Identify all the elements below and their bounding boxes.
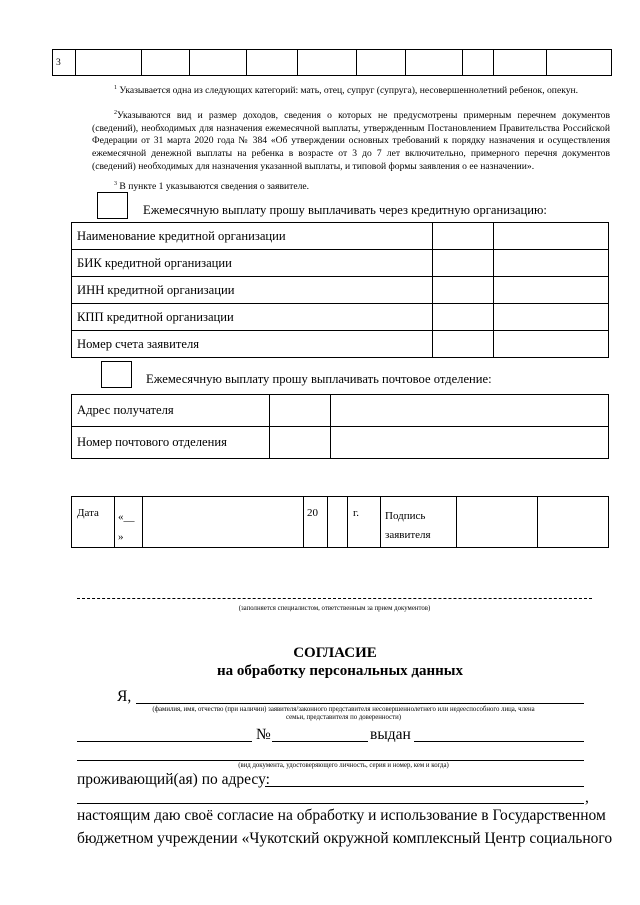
table-cell[interactable]: [433, 304, 494, 331]
post-row-label: Номер почтового отделения: [72, 427, 270, 459]
table-cell[interactable]: [494, 277, 609, 304]
table-cell[interactable]: [270, 395, 331, 427]
post-table: [71, 394, 609, 459]
ya-label: Я,: [117, 688, 132, 705]
doc-details-field[interactable]: [77, 760, 584, 761]
doc-number-field[interactable]: [272, 741, 368, 742]
year-field[interactable]: [328, 497, 348, 548]
table-cell[interactable]: [190, 50, 247, 76]
credit-row-label: Номер счета заявителя: [72, 331, 433, 358]
table-cell[interactable]: [298, 50, 357, 76]
doc-hint: (вид документа, удостоверяющего личность, серия и номер, кем и когда): [238, 762, 449, 769]
address-field[interactable]: [265, 786, 584, 787]
footnote-mark: 2: [114, 110, 117, 116]
table-cell[interactable]: [494, 250, 609, 277]
number-label: №: [256, 726, 271, 743]
consent-text-2: бюджетном учреждении «Чукотский окружной комплексный Центр социального: [77, 830, 613, 847]
consent-text-1: настоящим даю своё согласие на обработку и использование в Государственном: [77, 807, 606, 824]
table-cell[interactable]: [433, 277, 494, 304]
post-row-label: Адрес получателя: [72, 395, 270, 427]
address-field-2[interactable]: [77, 803, 584, 804]
footnote-mark: 3: [114, 181, 117, 187]
table-cell[interactable]: [547, 50, 612, 76]
issued-by-field[interactable]: [414, 741, 584, 742]
signature-label-1: Подпись: [385, 510, 426, 522]
post-caption: Ежемесячную выплату прошу выплачивать почтовое отделение:: [146, 372, 492, 386]
date-day-field[interactable]: [115, 497, 143, 548]
quote-open: «__: [118, 511, 135, 523]
table-cell[interactable]: [433, 250, 494, 277]
footnote-text: Указывается одна из следующих категорий: мать, отец, супруг (супруга), несовершеннолетний ребенок, опекун.: [119, 85, 579, 97]
signature-table: [71, 496, 609, 548]
table-row: [72, 427, 609, 459]
footnote-1: [92, 82, 610, 98]
table-row: [53, 50, 612, 76]
credit-checkbox[interactable]: [97, 192, 128, 219]
table-cell[interactable]: [270, 427, 331, 459]
table-cell[interactable]: [331, 395, 609, 427]
table-cell[interactable]: [357, 50, 406, 76]
table-row: [72, 277, 609, 304]
table-cell[interactable]: [406, 50, 463, 76]
credit-row-label: ИНН кредитной организации: [72, 277, 433, 304]
table-cell[interactable]: [433, 223, 494, 250]
table-cell[interactable]: [247, 50, 298, 76]
address-label: проживающий(ая) по адресу:: [77, 771, 270, 788]
table-row: [72, 497, 609, 548]
row-number: 3: [53, 50, 76, 76]
table-cell[interactable]: [76, 50, 142, 76]
credit-row-label: Наименование кредитной организации: [72, 223, 433, 250]
table-cell[interactable]: [142, 50, 190, 76]
table-row: [72, 250, 609, 277]
post-checkbox[interactable]: [101, 361, 132, 388]
specialist-line: [77, 598, 592, 599]
doc-type-field[interactable]: [77, 741, 252, 742]
credit-table: [71, 222, 609, 358]
table-cell[interactable]: [433, 331, 494, 358]
top-table: [52, 49, 612, 76]
year-prefix: 20: [304, 497, 328, 548]
credit-row-label: КПП кредитной организации: [72, 304, 433, 331]
table-cell[interactable]: [538, 497, 609, 548]
consent-title: СОГЛАСИЕ: [293, 645, 377, 661]
fio-hint-2: семьи, представителя по доверенности): [285, 714, 402, 721]
quote-close: »: [118, 531, 124, 543]
fio-field[interactable]: [136, 703, 584, 704]
signature-label: [381, 497, 457, 548]
table-cell[interactable]: [463, 50, 494, 76]
table-row: [72, 223, 609, 250]
table-row: [72, 331, 609, 358]
table-cell[interactable]: [494, 304, 609, 331]
table-row: [72, 304, 609, 331]
footnote-3: [92, 178, 610, 194]
table-cell[interactable]: [494, 223, 609, 250]
table-cell[interactable]: [494, 50, 547, 76]
footnote-text: В пункте 1 указываются сведения о заявителе.: [119, 181, 310, 193]
credit-caption: Ежемесячную выплату прошу выплачивать через кредитную организацию:: [143, 203, 547, 217]
comma: ,: [585, 789, 589, 806]
consent-subtitle: на обработку персональных данных: [217, 663, 463, 679]
credit-row-label: БИК кредитной организации: [72, 250, 433, 277]
signature-label-2: заявителя: [385, 529, 431, 541]
date-label: Дата: [72, 497, 115, 548]
date-month-field[interactable]: [143, 497, 304, 548]
table-row: [72, 395, 609, 427]
footnote-mark: 1: [114, 85, 117, 91]
year-suffix: г.: [348, 497, 381, 548]
table-cell[interactable]: [331, 427, 609, 459]
table-cell[interactable]: [494, 331, 609, 358]
issued-label: выдан: [370, 726, 411, 743]
specialist-note: (заполняется специалистом, ответственным за прием документов): [238, 605, 431, 612]
footnote-text: Указываются вид и размер доходов, сведения о которых не предусмотрены примерным перечнем документов (сведений), необходимых для назначения ежемесячной выплаты, утвержденным Постановлением Правительства Российской Федерации от 31 марта 2020 года № 384 «Об утверждении основных требований к порядку назначения и осуществления ежемесячной денежной выплаты на ребенка в возрасте от 3 до 7 лет включительно, примерного перечня документов (сведений) необходимых для назначения указанной выплаты, и типовой формы заявления о ее назначении».: [92, 110, 610, 172]
signature-field[interactable]: [457, 497, 538, 548]
fio-hint-1: (фамилия, имя, отчество (при наличии) заявителя/законного представителя несовершеннолетнего или недееспособного лица, члена: [152, 706, 535, 713]
footnote-2: [92, 107, 610, 173]
